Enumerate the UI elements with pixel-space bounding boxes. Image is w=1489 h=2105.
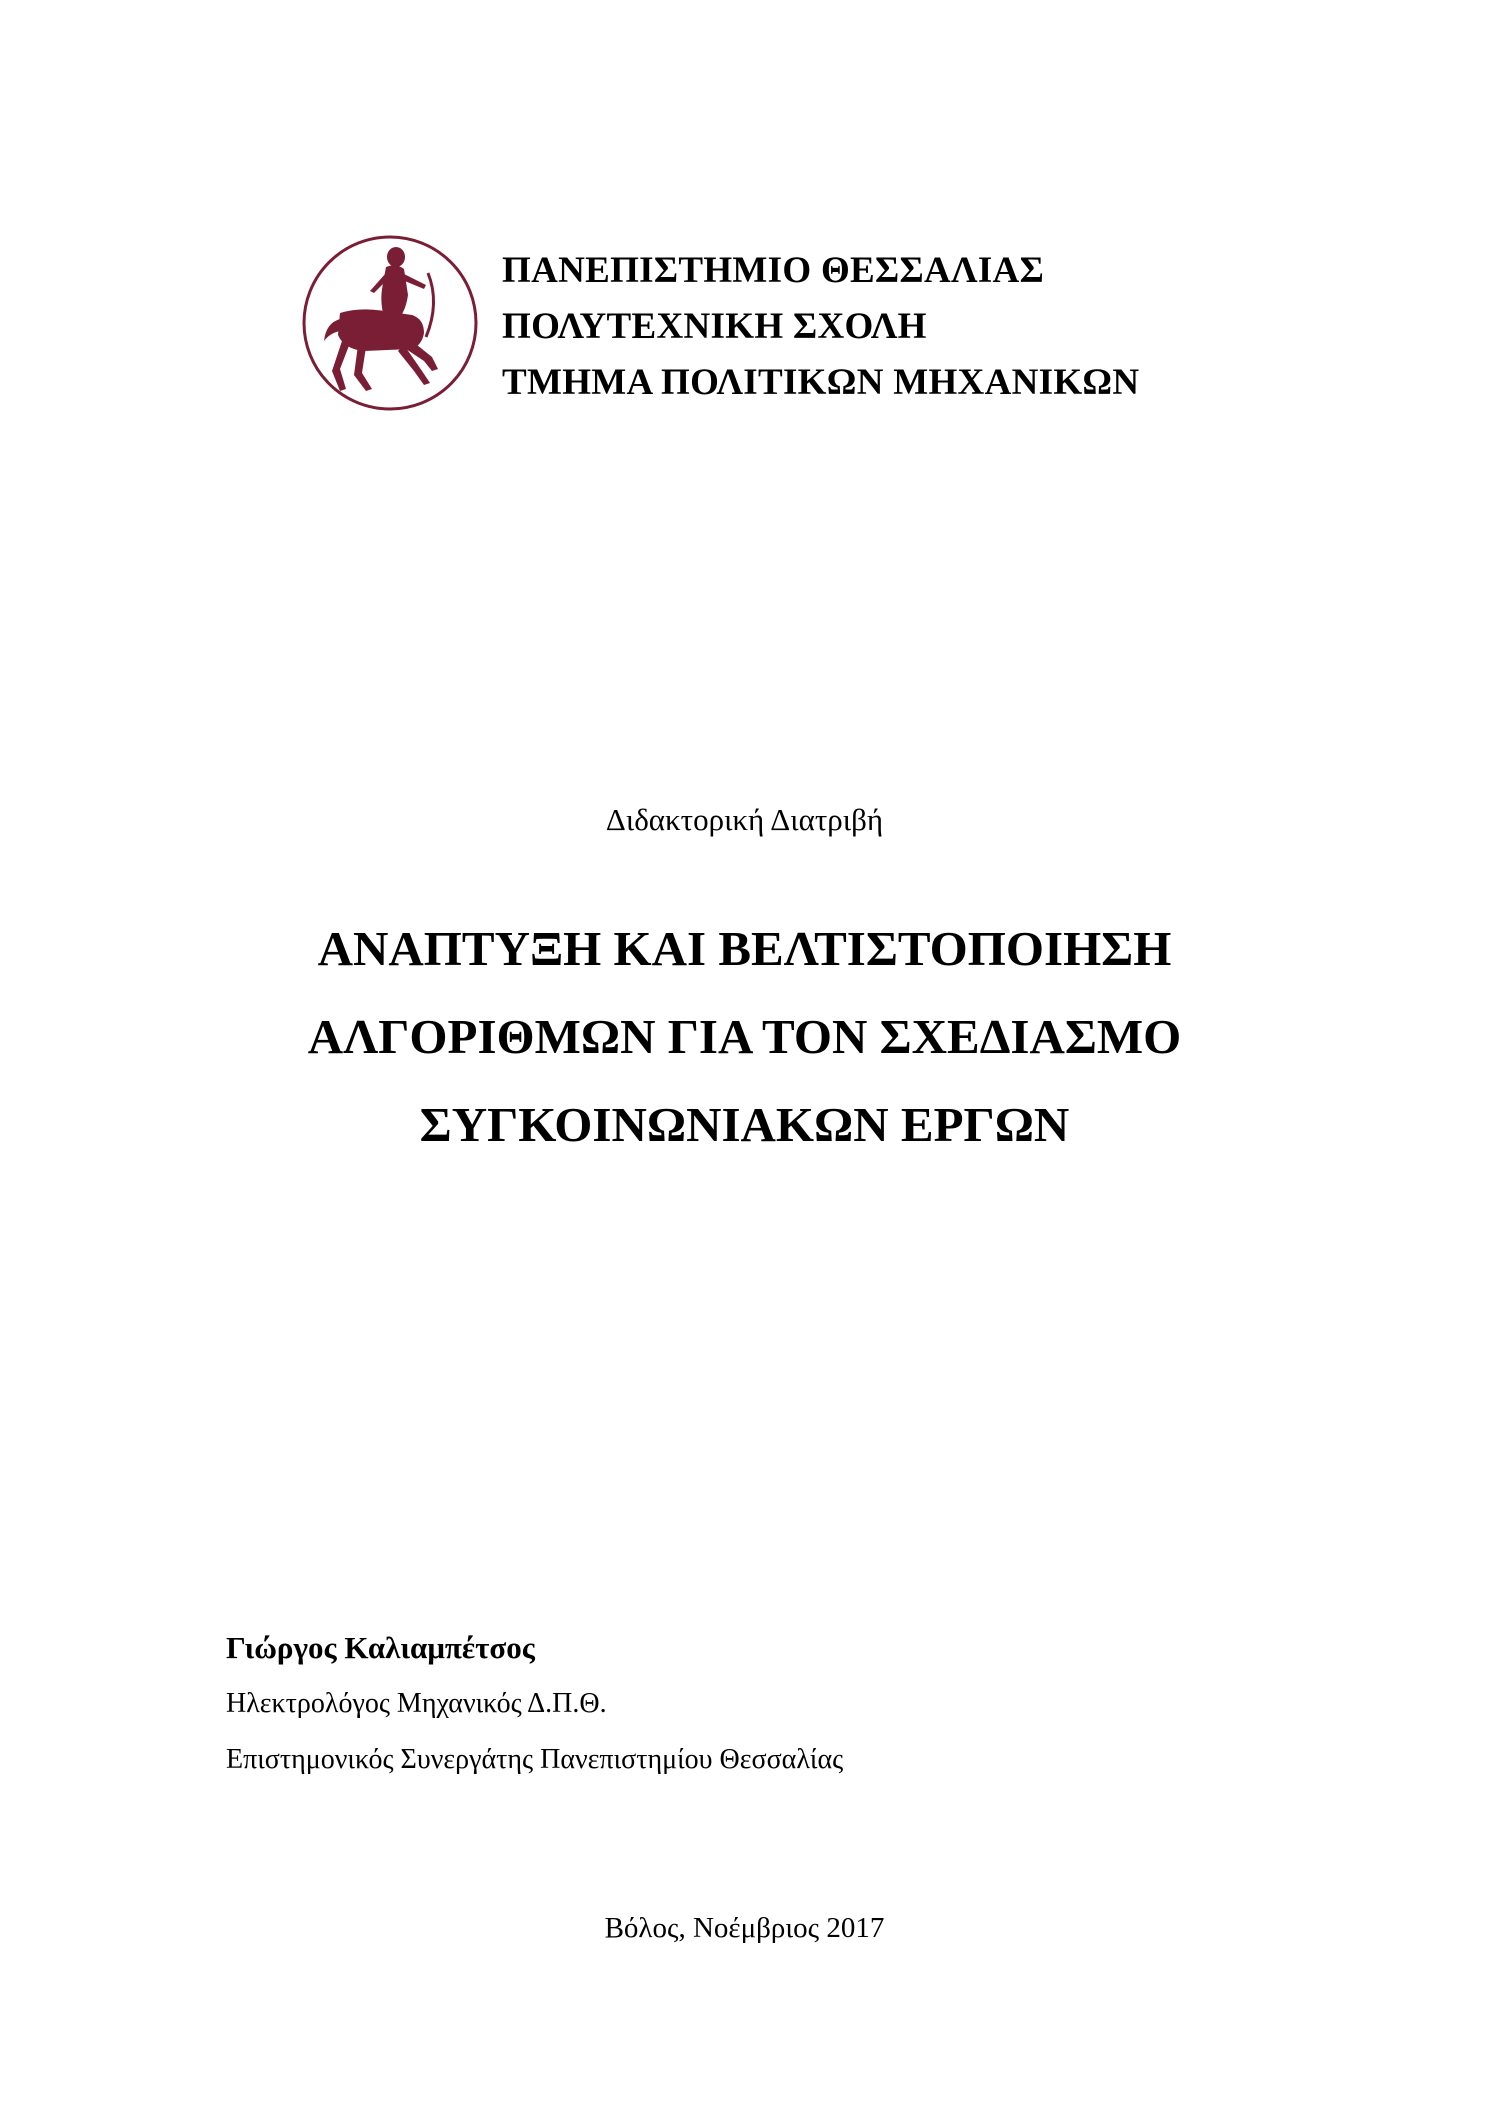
thesis-title-line: ΑΝΑΠΤΥΞΗ ΚΑΙ ΒΕΛΤΙΣΤΟΠΟΙΗΣΗ (317, 921, 1172, 976)
thesis-title-line: ΑΛΓΟΡΙΘΜΩΝ ΓΙΑ ΤΟΝ ΣΧΕΔΙΑΣΜΟ (307, 1009, 1182, 1064)
university-name: ΠΑΝΕΠΙΣΤΗΜΙΟ ΘΕΣΣΑΛΙΑΣ (502, 250, 1045, 291)
author-name: Γιώργος Καλιαμπέτσος (226, 1630, 535, 1665)
institution-name-lines (502, 243, 1282, 411)
centaur-seal-icon (300, 233, 480, 413)
institution-header (300, 233, 1300, 423)
place-date: Βόλος, Νοέμβριος 2017 (604, 1912, 885, 1944)
department-name: ΤΜΗΜΑ ΠΟΛΙΤΙΚΩΝ ΜΗΧΑΝΙΚΩΝ (502, 362, 1140, 403)
document-type: Διδακτορική Διατριβή (605, 802, 884, 837)
thesis-title-line: ΣΥΓΚΟΙΝΩΝΙΑΚΩΝ ΕΡΓΩΝ (419, 1097, 1070, 1152)
author-degree: Ηλεκτρολόγος Μηχανικός Δ.Π.Θ. (226, 1688, 607, 1719)
author-position: Επιστημονικός Συνεργάτης Πανεπιστημίου Θεσσαλίας (226, 1744, 844, 1775)
school-name: ΠΟΛΥΤΕΧΝΙΚΗ ΣΧΟΛΗ (502, 306, 927, 347)
author-block (226, 1628, 1326, 1796)
thesis-title (0, 905, 1489, 1169)
